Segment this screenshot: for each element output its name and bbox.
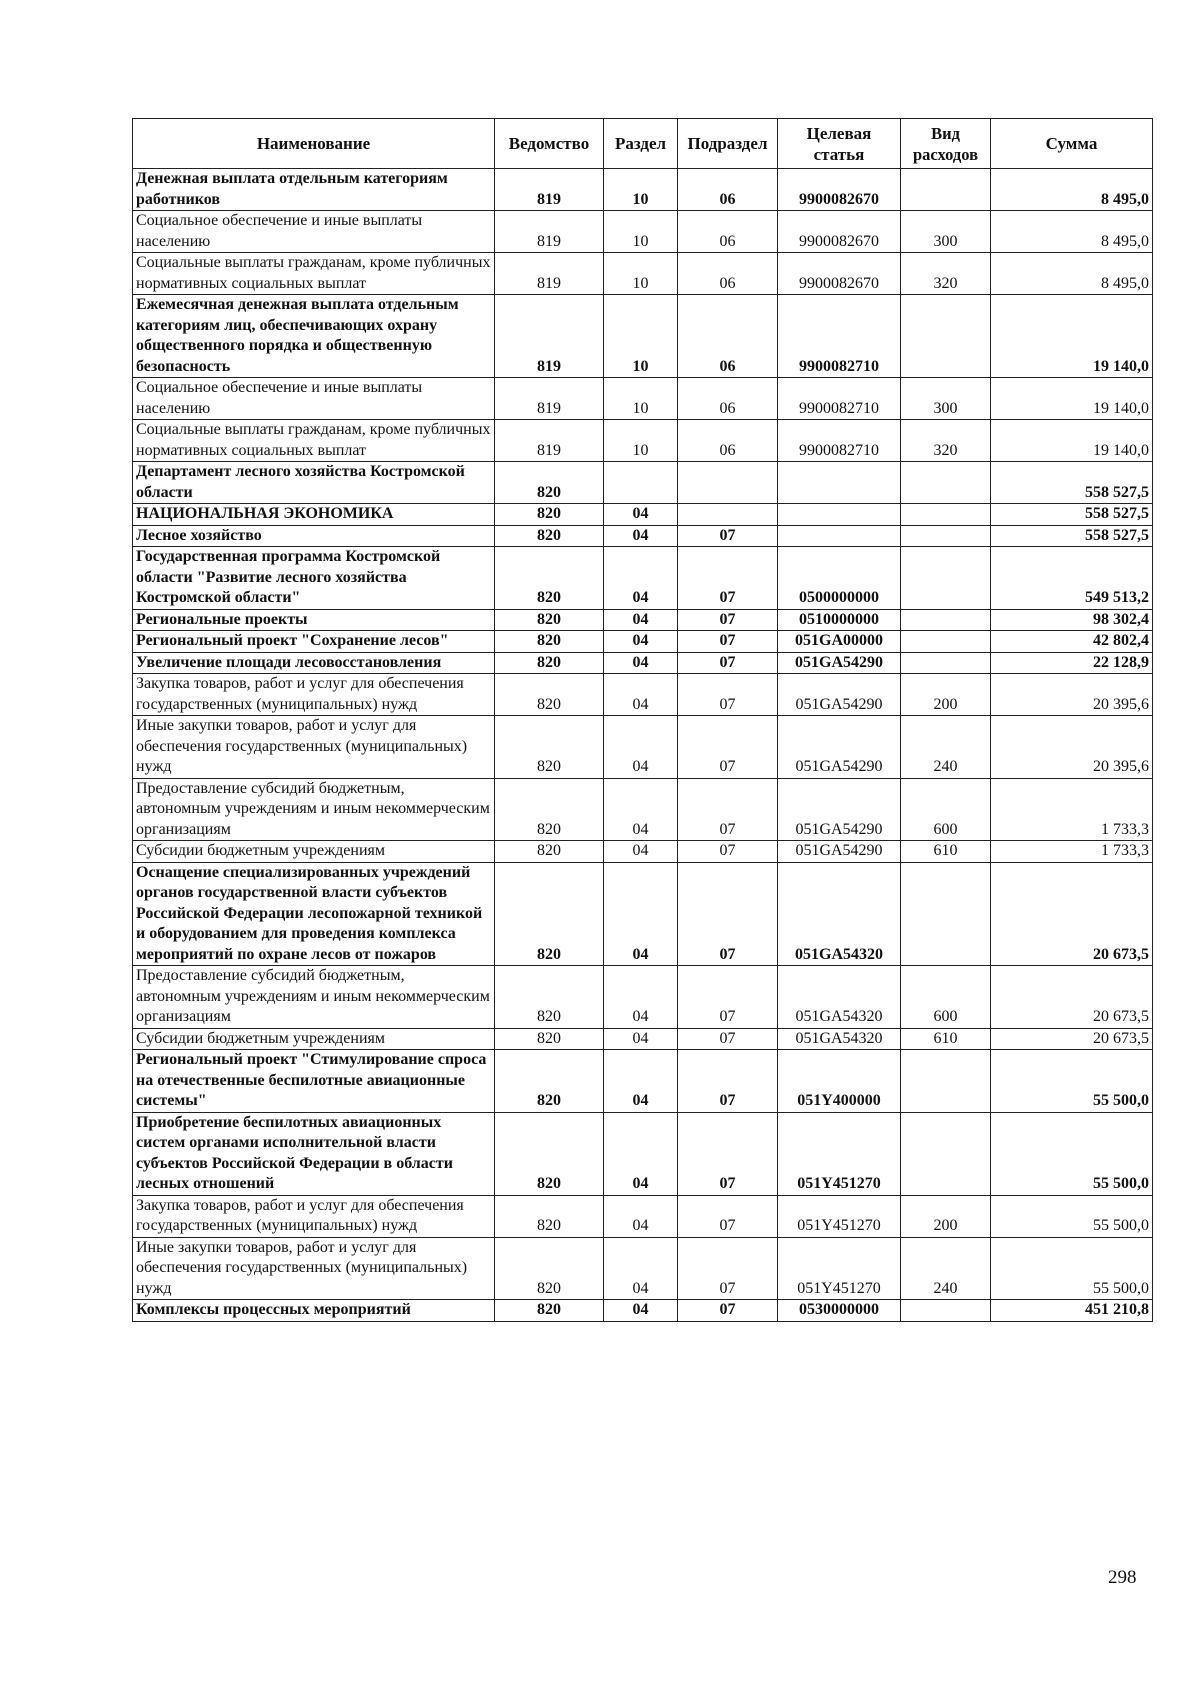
cell-target: 051GA54290 <box>778 841 901 863</box>
table-row <box>133 778 1153 841</box>
cell-sum: 19 140,0 <box>991 378 1153 420</box>
cell-subsection: 07 <box>678 1300 778 1322</box>
cell-sum: 22 128,9 <box>991 652 1153 674</box>
cell-type: 320 <box>901 420 991 462</box>
cell-section: 04 <box>604 674 678 716</box>
cell-section: 10 <box>604 253 678 295</box>
header-dept: Ведомство <box>495 119 604 169</box>
table-row <box>133 716 1153 779</box>
cell-subsection: 07 <box>678 862 778 966</box>
cell-sum: 20 673,5 <box>991 862 1153 966</box>
cell-subsection: 07 <box>678 1028 778 1050</box>
cell-name: Оснащение специализированных учреждений органов государственной власти субъектов Российской Федерации лесопожарной техникой и оборудованием для проведения комплекса мероприятий по охране лесов от пожаров <box>133 862 495 966</box>
table-row <box>133 652 1153 674</box>
cell-sum: 558 527,5 <box>991 462 1153 504</box>
cell-dept: 820 <box>495 1237 604 1300</box>
cell-type <box>901 1112 991 1195</box>
cell-sum: 55 500,0 <box>991 1195 1153 1237</box>
cell-target: 051GA00000 <box>778 631 901 653</box>
cell-name: НАЦИОНАЛЬНАЯ ЭКОНОМИКА <box>133 504 495 526</box>
table-row <box>133 504 1153 526</box>
cell-dept: 820 <box>495 966 604 1029</box>
cell-name: Социальные выплаты гражданам, кроме публичных нормативных социальных выплат <box>133 420 495 462</box>
cell-dept: 819 <box>495 378 604 420</box>
cell-section: 04 <box>604 778 678 841</box>
table-row <box>133 631 1153 653</box>
cell-type <box>901 169 991 211</box>
cell-subsection: 07 <box>678 778 778 841</box>
cell-section <box>604 462 678 504</box>
cell-target: 051GA54290 <box>778 778 901 841</box>
cell-name: Региональный проект "Сохранение лесов" <box>133 631 495 653</box>
cell-dept: 820 <box>495 862 604 966</box>
header-row <box>133 119 1153 169</box>
cell-dept: 820 <box>495 1300 604 1322</box>
cell-subsection <box>678 462 778 504</box>
cell-name: Приобретение беспилотных авиационных систем органами исполнительной власти субъектов Российской Федерации в области лесных отношений <box>133 1112 495 1195</box>
cell-sum: 98 302,4 <box>991 609 1153 631</box>
cell-section: 04 <box>604 716 678 779</box>
cell-dept: 820 <box>495 1050 604 1113</box>
cell-section: 10 <box>604 378 678 420</box>
cell-target: 051GA54320 <box>778 1028 901 1050</box>
cell-sum: 20 673,5 <box>991 1028 1153 1050</box>
cell-dept: 819 <box>495 253 604 295</box>
cell-subsection: 07 <box>678 609 778 631</box>
cell-name: Денежная выплата отдельным категориям работников <box>133 169 495 211</box>
cell-section: 04 <box>604 1050 678 1113</box>
cell-name: Социальное обеспечение и иные выплаты населению <box>133 378 495 420</box>
header-target: Целевая статья <box>778 119 901 169</box>
cell-section: 10 <box>604 295 678 378</box>
cell-type <box>901 862 991 966</box>
cell-sum: 8 495,0 <box>991 211 1153 253</box>
cell-target: 9900082710 <box>778 378 901 420</box>
cell-dept: 819 <box>495 211 604 253</box>
cell-subsection: 07 <box>678 1237 778 1300</box>
cell-target: 051GA54290 <box>778 652 901 674</box>
cell-subsection: 06 <box>678 253 778 295</box>
cell-target: 9900082710 <box>778 295 901 378</box>
table-row <box>133 1050 1153 1113</box>
cell-name: Социальные выплаты гражданам, кроме публичных нормативных социальных выплат <box>133 253 495 295</box>
cell-type <box>901 631 991 653</box>
cell-subsection: 07 <box>678 1195 778 1237</box>
cell-dept: 820 <box>495 525 604 547</box>
cell-sum: 451 210,8 <box>991 1300 1153 1322</box>
cell-target: 9900082670 <box>778 169 901 211</box>
cell-subsection: 07 <box>678 1050 778 1113</box>
cell-target: 051GA54290 <box>778 716 901 779</box>
table-row <box>133 420 1153 462</box>
cell-type: 240 <box>901 1237 991 1300</box>
cell-subsection: 07 <box>678 525 778 547</box>
table-row <box>133 1300 1153 1322</box>
table-row <box>133 1028 1153 1050</box>
cell-subsection: 07 <box>678 1112 778 1195</box>
cell-subsection <box>678 504 778 526</box>
cell-section: 04 <box>604 1195 678 1237</box>
cell-type <box>901 1300 991 1322</box>
cell-sum: 55 500,0 <box>991 1112 1153 1195</box>
table-row <box>133 1237 1153 1300</box>
cell-type: 320 <box>901 253 991 295</box>
cell-name: Увеличение площади лесовосстановления <box>133 652 495 674</box>
cell-subsection: 07 <box>678 631 778 653</box>
cell-type: 610 <box>901 841 991 863</box>
cell-sum: 19 140,0 <box>991 295 1153 378</box>
cell-dept: 820 <box>495 547 604 610</box>
cell-name: Комплексы процессных мероприятий <box>133 1300 495 1322</box>
table-row <box>133 462 1153 504</box>
cell-section: 04 <box>604 966 678 1029</box>
cell-type: 610 <box>901 1028 991 1050</box>
cell-dept: 820 <box>495 1112 604 1195</box>
cell-name: Региональный проект "Стимулирование спроса на отечественные беспилотные авиационные системы" <box>133 1050 495 1113</box>
cell-type: 600 <box>901 778 991 841</box>
cell-sum: 19 140,0 <box>991 420 1153 462</box>
cell-sum: 55 500,0 <box>991 1050 1153 1113</box>
cell-target: 0500000000 <box>778 547 901 610</box>
table-row <box>133 169 1153 211</box>
cell-target: 9900082670 <box>778 211 901 253</box>
cell-target: 9900082670 <box>778 253 901 295</box>
cell-dept: 820 <box>495 504 604 526</box>
cell-section: 04 <box>604 547 678 610</box>
cell-target: 051GA54320 <box>778 862 901 966</box>
budget-table <box>132 118 1153 1322</box>
cell-section: 04 <box>604 504 678 526</box>
table-row <box>133 1112 1153 1195</box>
cell-dept: 820 <box>495 1195 604 1237</box>
cell-target: 051Y451270 <box>778 1195 901 1237</box>
cell-name: Закупка товаров, работ и услуг для обеспечения государственных (муниципальных) нужд <box>133 1195 495 1237</box>
cell-dept: 819 <box>495 169 604 211</box>
cell-type: 200 <box>901 1195 991 1237</box>
cell-target: 051Y451270 <box>778 1112 901 1195</box>
cell-dept: 819 <box>495 420 604 462</box>
cell-dept: 820 <box>495 462 604 504</box>
cell-sum: 558 527,5 <box>991 504 1153 526</box>
cell-type <box>901 295 991 378</box>
cell-sum: 558 527,5 <box>991 525 1153 547</box>
cell-target <box>778 525 901 547</box>
cell-type: 240 <box>901 716 991 779</box>
cell-dept: 820 <box>495 652 604 674</box>
cell-type: 200 <box>901 674 991 716</box>
cell-section: 04 <box>604 862 678 966</box>
cell-name: Социальное обеспечение и иные выплаты населению <box>133 211 495 253</box>
cell-name: Предоставление субсидий бюджетным, автономным учреждениям и иным некоммерческим организациям <box>133 778 495 841</box>
cell-name: Государственная программа Костромской области "Развитие лесного хозяйства Костромской области" <box>133 547 495 610</box>
table-row <box>133 1195 1153 1237</box>
cell-subsection: 07 <box>678 966 778 1029</box>
header-type: Вид расходов <box>901 119 991 169</box>
cell-type <box>901 609 991 631</box>
header-sum: Сумма <box>991 119 1153 169</box>
cell-target: 051GA54320 <box>778 966 901 1029</box>
cell-type <box>901 547 991 610</box>
cell-subsection: 06 <box>678 169 778 211</box>
cell-section: 04 <box>604 1112 678 1195</box>
cell-sum: 1 733,3 <box>991 841 1153 863</box>
cell-subsection: 06 <box>678 420 778 462</box>
table-row <box>133 547 1153 610</box>
table-row <box>133 525 1153 547</box>
table-row <box>133 841 1153 863</box>
cell-section: 04 <box>604 652 678 674</box>
cell-sum: 8 495,0 <box>991 253 1153 295</box>
cell-dept: 820 <box>495 778 604 841</box>
cell-type <box>901 1050 991 1113</box>
cell-type <box>901 504 991 526</box>
cell-sum: 549 513,2 <box>991 547 1153 610</box>
cell-sum: 1 733,3 <box>991 778 1153 841</box>
cell-name: Департамент лесного хозяйства Костромской области <box>133 462 495 504</box>
cell-target: 9900082710 <box>778 420 901 462</box>
cell-target <box>778 504 901 526</box>
cell-target: 051Y400000 <box>778 1050 901 1113</box>
cell-name: Субсидии бюджетным учреждениям <box>133 1028 495 1050</box>
cell-target: 051GA54290 <box>778 674 901 716</box>
cell-target <box>778 462 901 504</box>
cell-dept: 820 <box>495 1028 604 1050</box>
table-row <box>133 862 1153 966</box>
cell-subsection: 06 <box>678 211 778 253</box>
cell-type: 600 <box>901 966 991 1029</box>
cell-type: 300 <box>901 211 991 253</box>
cell-subsection: 06 <box>678 378 778 420</box>
cell-section: 04 <box>604 609 678 631</box>
cell-dept: 819 <box>495 295 604 378</box>
cell-type <box>901 525 991 547</box>
cell-subsection: 07 <box>678 674 778 716</box>
cell-section: 04 <box>604 841 678 863</box>
table-row <box>133 295 1153 378</box>
cell-dept: 820 <box>495 609 604 631</box>
cell-subsection: 07 <box>678 652 778 674</box>
table-row <box>133 609 1153 631</box>
cell-dept: 820 <box>495 716 604 779</box>
cell-type <box>901 462 991 504</box>
table-body <box>133 169 1153 1322</box>
table-row <box>133 211 1153 253</box>
table-row <box>133 674 1153 716</box>
header-name: Наименование <box>133 119 495 169</box>
header-section: Раздел <box>604 119 678 169</box>
cell-type: 300 <box>901 378 991 420</box>
cell-subsection: 07 <box>678 841 778 863</box>
cell-target: 0510000000 <box>778 609 901 631</box>
cell-name: Ежемесячная денежная выплата отдельным категориям лиц, обеспечивающих охрану общественного порядка и общественную безопасность <box>133 295 495 378</box>
cell-section: 04 <box>604 525 678 547</box>
cell-name: Иные закупки товаров, работ и услуг для обеспечения государственных (муниципальных) нужд <box>133 716 495 779</box>
cell-dept: 820 <box>495 631 604 653</box>
cell-sum: 20 395,6 <box>991 674 1153 716</box>
cell-target: 0530000000 <box>778 1300 901 1322</box>
cell-section: 10 <box>604 211 678 253</box>
page-number: 298 <box>1108 1567 1137 1588</box>
cell-subsection: 06 <box>678 295 778 378</box>
cell-sum: 8 495,0 <box>991 169 1153 211</box>
header-subsection: Подраздел <box>678 119 778 169</box>
table-row <box>133 253 1153 295</box>
cell-section: 04 <box>604 1237 678 1300</box>
table-row <box>133 966 1153 1029</box>
cell-dept: 820 <box>495 841 604 863</box>
cell-name: Субсидии бюджетным учреждениям <box>133 841 495 863</box>
cell-sum: 20 673,5 <box>991 966 1153 1029</box>
cell-section: 04 <box>604 1300 678 1322</box>
cell-sum: 42 802,4 <box>991 631 1153 653</box>
cell-name: Лесное хозяйство <box>133 525 495 547</box>
table-row <box>133 378 1153 420</box>
cell-target: 051Y451270 <box>778 1237 901 1300</box>
cell-name: Региональные проекты <box>133 609 495 631</box>
cell-section: 10 <box>604 420 678 462</box>
cell-dept: 820 <box>495 674 604 716</box>
cell-name: Предоставление субсидий бюджетным, автономным учреждениям и иным некоммерческим организациям <box>133 966 495 1029</box>
cell-type <box>901 652 991 674</box>
cell-section: 10 <box>604 169 678 211</box>
cell-sum: 20 395,6 <box>991 716 1153 779</box>
cell-subsection: 07 <box>678 547 778 610</box>
cell-section: 04 <box>604 1028 678 1050</box>
cell-subsection: 07 <box>678 716 778 779</box>
cell-name: Закупка товаров, работ и услуг для обеспечения государственных (муниципальных) нужд <box>133 674 495 716</box>
cell-sum: 55 500,0 <box>991 1237 1153 1300</box>
cell-section: 04 <box>604 631 678 653</box>
cell-name: Иные закупки товаров, работ и услуг для обеспечения государственных (муниципальных) нужд <box>133 1237 495 1300</box>
